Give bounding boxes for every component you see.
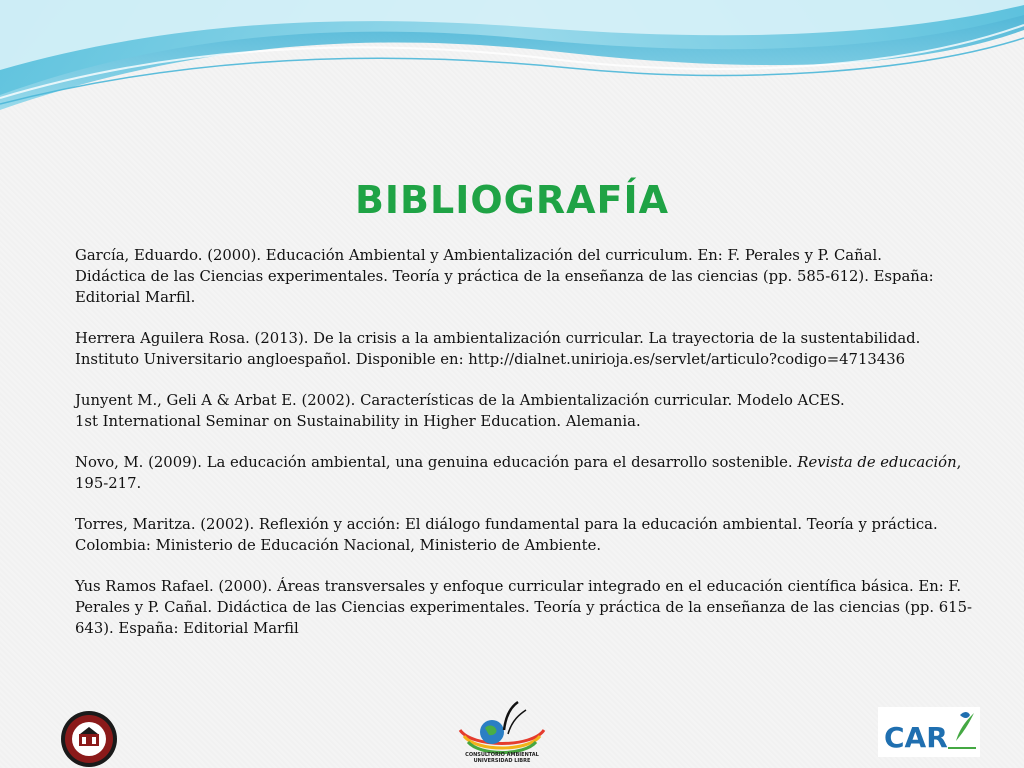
reference-text: , [956,454,962,471]
consultorio-line: CONSULTORIO AMBIENTAL [465,752,539,758]
consultorio-caption [440,752,564,764]
reference-item [75,328,945,370]
reference-item [75,576,972,639]
page-title: BIBLIOGRAFÍA [354,178,670,222]
university-seal-icon [60,710,118,768]
reference-item [75,390,945,432]
header-wave-decoration [0,0,1024,120]
reference-line: 195-217. [75,475,142,492]
reference-text: Novo, M. (2009). La educación ambiental, una genuina educación para el desarrollo sostenible. [75,454,798,471]
reference-line: Didáctica de las Ciencias experimentales. Teoría y práctica de la enseñanza de las ciencias (pp. 585-612). España: [75,268,934,285]
consultorio-line: UNIVERSIDAD LIBRE [473,758,531,764]
reference-line: 643). España: Editorial Marfil [75,620,299,637]
svg-text:CAR: CAR [884,721,948,754]
reference-item [75,245,945,308]
reference-line: Colombia: Ministerio de Educación Nacional, Ministerio de Ambiente. [75,537,602,554]
reference-line: Junyent M., Geli A & Arbat E. (2002). Características de la Ambientalización curricular. Modelo ACES. [75,392,845,409]
reference-line: Yus Ramos Rafael. (2000). Áreas transversales y enfoque curricular integrado en el educación científica básica. En: F. [75,578,962,595]
reference-line: Instituto Universitario angloespañol. Disponible en: http://dialnet.unirioja.es/servlet/articulo?codigo=4713436 [75,351,906,368]
reference-line: Torres, Maritza. (2002). Reflexión y acción: El diálogo fundamental para la educación ambiental. Teoría y práctica. [75,516,938,533]
reference-line: Herrera Aguilera Rosa. (2013). De la crisis a la ambientalización curricular. La trayectoria de la sustentabilidad. [75,330,921,347]
reference-item [75,514,945,556]
reference-line: 1st International Seminar on Sustainability in Higher Education. Alemania. [75,413,641,430]
reference-line: García, Eduardo. (2000). Educación Ambiental y Ambientalización del curriculum. En: F. Perales y P. Cañal. [75,247,882,264]
reference-item [75,452,962,494]
car-logo-icon [878,707,980,757]
reference-list [75,245,972,659]
reference-line: Editorial Marfil. [75,289,196,306]
reference-line: Perales y P. Cañal. Didáctica de las Ciencias experimentales. Teoría y práctica de la enseñanza de las ciencias (pp. 615- [75,599,972,616]
journal-name: Revista de educación [797,454,957,471]
reference-line [75,452,962,473]
